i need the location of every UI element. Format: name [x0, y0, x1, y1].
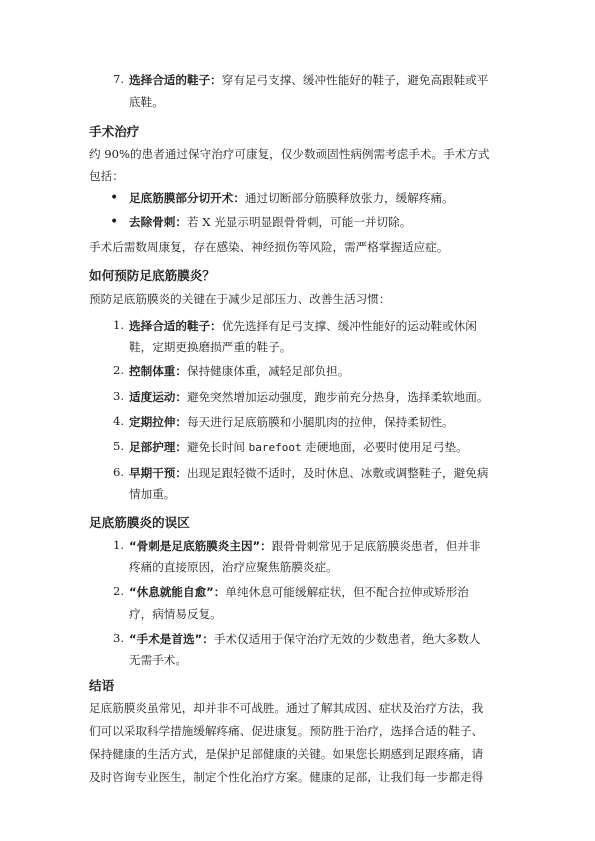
section-heading-surgery: 手术治疗 — [89, 124, 140, 139]
list-item-line — [129, 538, 480, 554]
item-title: 早期干预： — [129, 466, 187, 480]
paragraph-line: 保持健康的生活方式，是保护足部健康的关键。如果您长期感到足跟疼痛，请 — [89, 747, 484, 761]
list-number: 5. — [112, 439, 124, 453]
bullet-item — [129, 214, 411, 230]
list-item-continuation: 底鞋。 — [129, 95, 164, 109]
list-number: 3. — [112, 631, 124, 645]
item-title: 足部护理： — [129, 440, 187, 454]
list-item-continuation: 情加重。 — [129, 487, 176, 501]
list-number: 2. — [112, 584, 124, 598]
list-item-line — [129, 439, 468, 455]
paragraph-line: 足底筋膜炎虽常见，却并非不可战胜。通过了解其成因、症状及治疗方法，我 — [89, 701, 484, 715]
section-heading-myths: 足底筋膜炎的误区 — [89, 515, 190, 530]
list-number: 4. — [112, 414, 124, 428]
list-number: 1. — [112, 538, 124, 552]
section-heading-conclusion: 结语 — [89, 678, 115, 693]
list-item-line — [129, 584, 469, 600]
list-item-continuation: 鞋，定期更换磨损严重的鞋子。 — [129, 340, 292, 354]
bullet-item — [129, 190, 454, 206]
item-title: 去除骨刺： — [129, 215, 187, 229]
list-number: 3. — [112, 389, 124, 403]
paragraph-line: 包括： — [89, 169, 124, 183]
list-item-line — [129, 631, 480, 647]
item-text-mono: barefoot — [248, 441, 302, 454]
section-heading-prevention: 如何预防足底筋膜炎？ — [89, 268, 215, 283]
list-number: 1. — [112, 318, 124, 332]
item-title: 足底筋膜部分切开术： — [129, 191, 245, 205]
list-item-line — [129, 389, 488, 405]
item-text: 出现足跟轻微不适时，及时休息、冰敷或调整鞋子，避免病 — [186, 466, 489, 480]
item-text: 保持健康体重，减轻足部负担。 — [186, 364, 350, 378]
list-number: 6. — [112, 465, 124, 479]
paragraph-line: 预防足底筋膜炎的关键在于减少足部压力、改善生活习惯： — [89, 292, 391, 306]
item-text: 走硬地面，必要时使用足弓垫。 — [301, 440, 468, 454]
item-text: 手术仅适用于保守治疗无效的少数患者，绝大多数人 — [213, 632, 481, 646]
item-text: 单纯休息可能缓解症状，但不配合拉伸或矫形治 — [225, 585, 469, 599]
item-text: 优先选择有足弓支撑、缓冲性能好的运动鞋或休闲 — [221, 319, 477, 333]
item-title: “手术是首选”： — [129, 632, 214, 646]
item-text: 若 X 光显示明显跟骨骨刺，可能一并切除。 — [186, 215, 412, 229]
item-text: 穿有足弓支撑、缓冲性能好的鞋子，避免高跟鞋或平 — [221, 73, 489, 87]
item-title: 适度运动： — [129, 390, 187, 404]
paragraph-line: 及时咨询专业医生，制定个性化治疗方案。健康的足部，让我们每一步都走得 — [89, 770, 484, 784]
paragraph-line: 们可以采取科学措施缓解疼痛、促进康复。预防胜于治疗，选择合适的鞋子、 — [89, 724, 484, 738]
list-item-line — [129, 414, 454, 430]
item-text: 每天进行足底筋膜和小腿肌肉的拉伸，保持柔韧性。 — [186, 415, 454, 429]
list-item-line — [129, 318, 477, 334]
bullet-dot: • — [110, 214, 119, 230]
paragraph-line: 约 90%的患者通过保守治疗可康复，仅少数顽固性病例需考虑手术。手术方式 — [89, 147, 490, 161]
item-title: 控制体重： — [129, 364, 187, 378]
list-item-continuation: 无需手术。 — [129, 653, 187, 667]
list-number: 7. — [112, 72, 124, 86]
item-title: 选择合适的鞋子： — [129, 73, 222, 87]
list-number: 2. — [112, 363, 124, 377]
paragraph-line: 手术后需数周康复，存在感染、神经损伤等风险，需严格掌握适应症。 — [89, 240, 449, 254]
item-text: 通过切断部分筋膜释放张力，缓解疼痛。 — [244, 191, 454, 205]
bullet-dot: • — [110, 190, 119, 206]
list-item-line — [129, 465, 488, 481]
item-title: 定期拉伸： — [129, 415, 187, 429]
item-title: 选择合适的鞋子： — [129, 319, 222, 333]
list-item-continuation: 疼痛的直接原因，治疗应聚焦筋膜炎症。 — [129, 560, 338, 574]
item-text: 避免长时间 — [186, 440, 249, 454]
list-item-line — [129, 72, 488, 88]
list-item-line — [129, 363, 349, 379]
item-title: “骨刺是足底筋膜炎主因”： — [129, 539, 272, 553]
item-text: 跟骨骨刺常见于足底筋膜炎患者，但并非 — [271, 539, 481, 553]
list-item-continuation: 疗，病情易反复。 — [129, 607, 222, 621]
item-title: “休息就能自愈”： — [129, 585, 226, 599]
item-text: 避免突然增加运动强度，跑步前充分热身，选择柔软地面。 — [186, 390, 489, 404]
